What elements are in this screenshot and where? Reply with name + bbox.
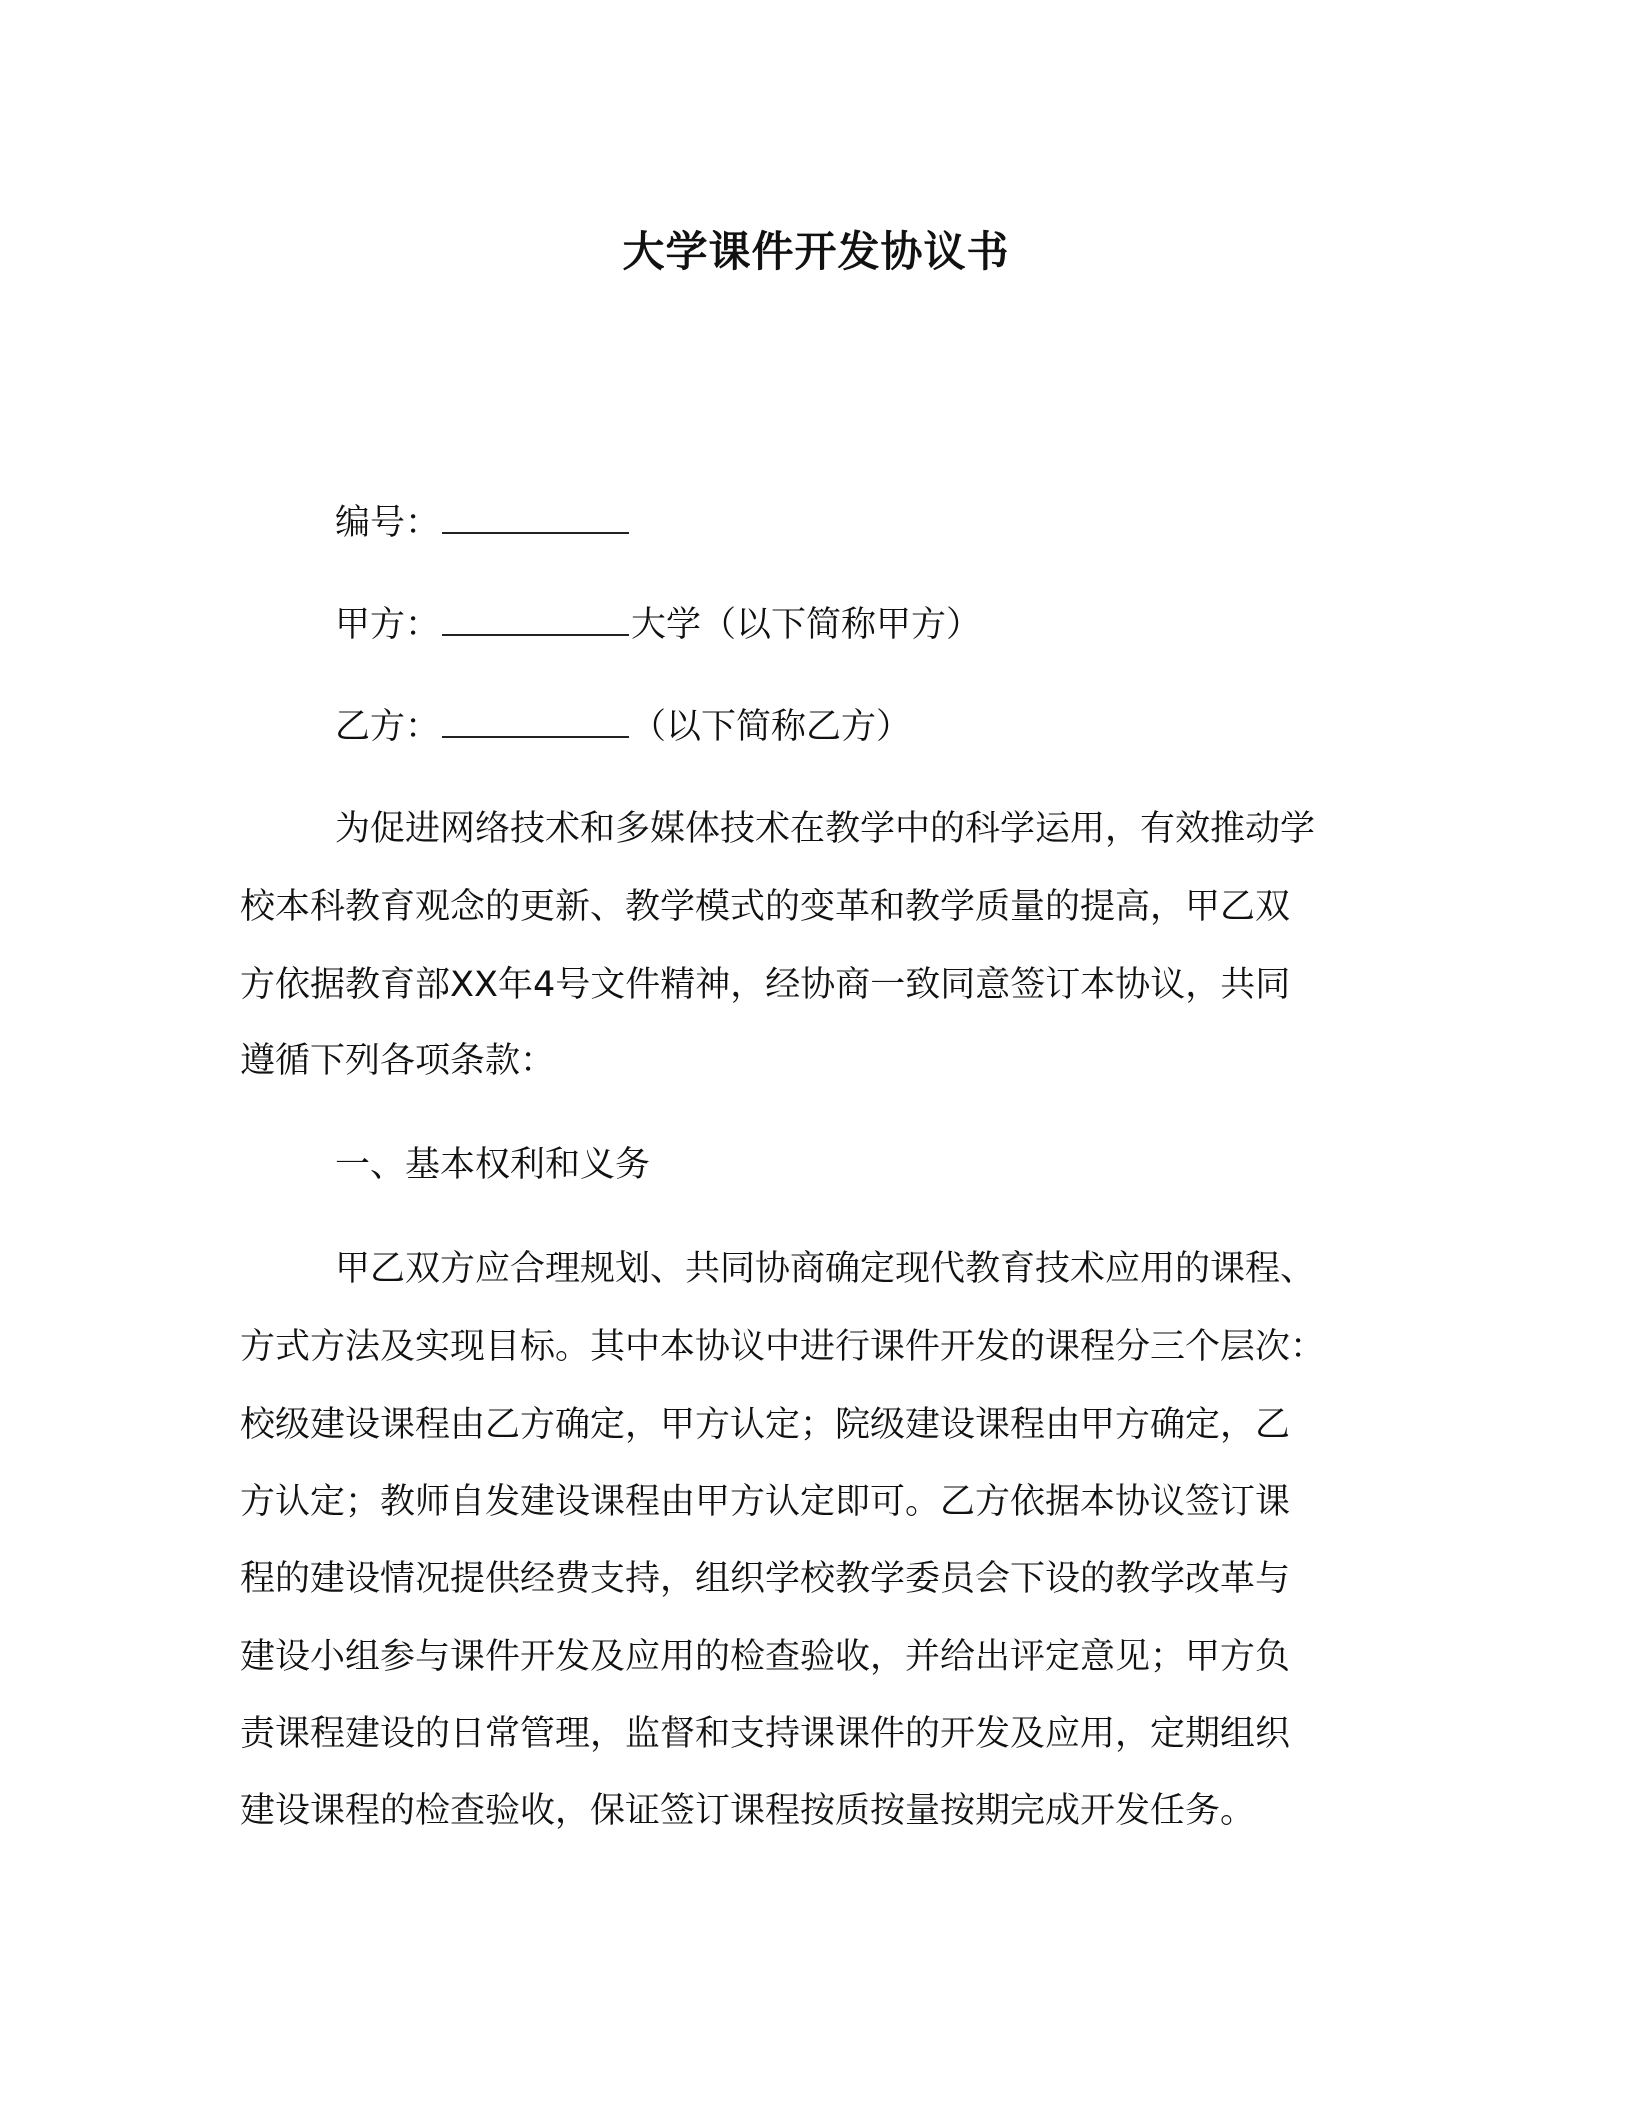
- party-a-field: [335, 598, 981, 650]
- section-line: 责课程建设的日常管理，监督和支持课课件的开发及应用，定期组织: [240, 1714, 1291, 1754]
- section-line: 甲乙双方应合理规划、共同协商确定现代教育技术应用的课程、: [335, 1249, 1316, 1289]
- party-a-blank: [442, 598, 629, 636]
- section-heading: 一、基本权利和义务: [335, 1145, 651, 1185]
- section-line: 建设小组参与课件开发及应用的检查验收，并给出评定意见；甲方负: [240, 1637, 1291, 1677]
- section-line: 校级建设课程由乙方确定，甲方认定；院级建设课程由甲方确定，乙: [240, 1405, 1291, 1445]
- section-line: 方式方法及实现目标。其中本协议中进行课件开发的课程分三个层次：: [240, 1327, 1326, 1367]
- intro-line: 遵循下列各项条款：: [240, 1041, 556, 1081]
- intro-line: 方依据教育部XX年4号文件精神，经协商一致同意签订本协议，共同: [240, 965, 1291, 1005]
- section-line: 程的建设情况提供经费支持，组织学校教学委员会下设的教学改革与: [240, 1559, 1291, 1599]
- party-a-label: 甲方：: [335, 605, 441, 645]
- party-a-suffix: 大学（以下简称甲方）: [631, 605, 982, 645]
- party-b-blank: [442, 700, 629, 738]
- intro-line: 校本科教育观念的更新、教学模式的变革和教学质量的提高，甲乙双: [240, 887, 1291, 927]
- number-blank: [442, 496, 629, 534]
- number-field: [335, 496, 631, 548]
- party-b-label: 乙方：: [335, 707, 441, 747]
- party-b-suffix: （以下简称乙方）: [631, 707, 912, 747]
- intro-line: 为促进网络技术和多媒体技术在教学中的科学运用，有效推动学: [335, 809, 1316, 849]
- document-title: 大学课件开发协议书: [622, 227, 1010, 276]
- section-line: 方认定；教师自发建设课程由甲方认定即可。乙方依据本协议签订课: [240, 1482, 1291, 1522]
- party-b-field: [335, 700, 911, 752]
- section-line: 建设课程的检查验收，保证签订课程按质按量按期完成开发任务。: [240, 1791, 1256, 1831]
- number-label: 编号：: [335, 503, 441, 543]
